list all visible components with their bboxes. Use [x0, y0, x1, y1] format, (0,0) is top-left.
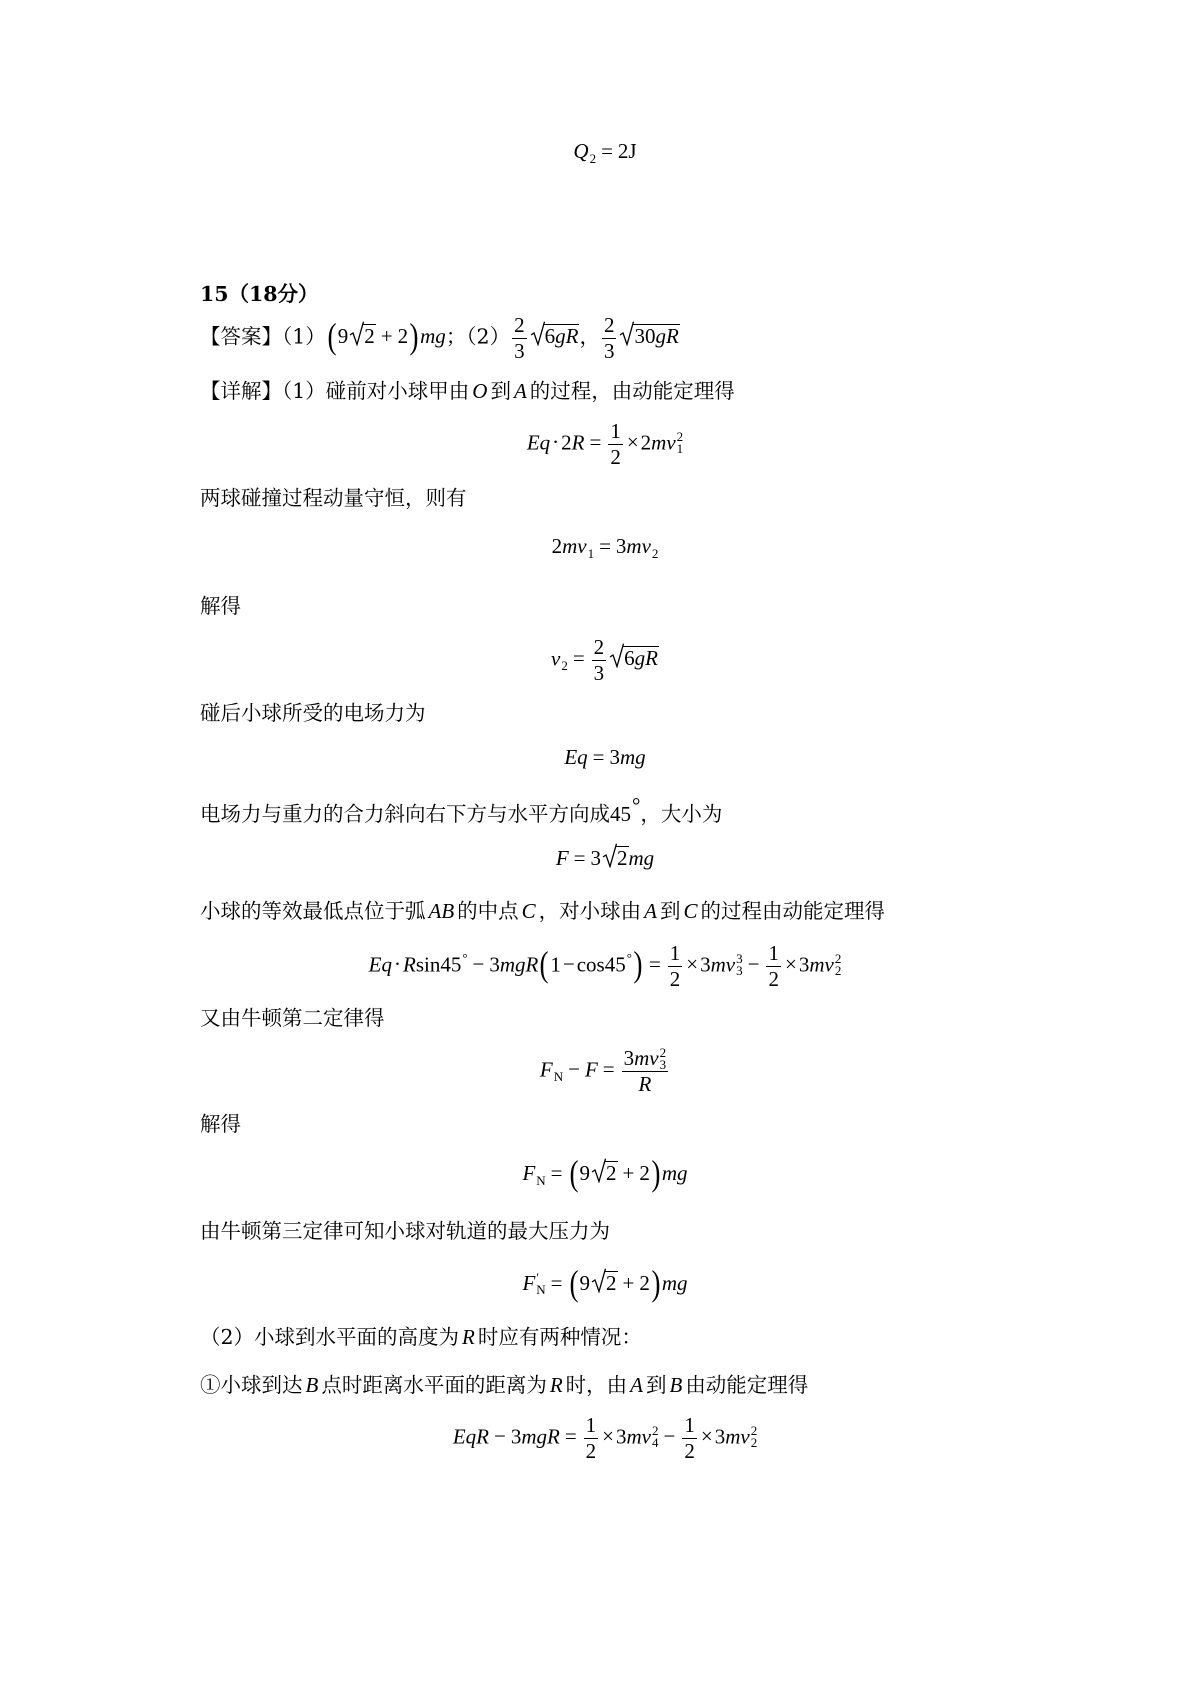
math-function: sin45 — [415, 951, 462, 976]
fraction — [592, 635, 607, 686]
math-sub-superscript — [834, 950, 842, 978]
radicand: 2 — [606, 1161, 617, 1185]
fraction — [608, 419, 623, 470]
formula-resultant-force — [10, 828, 1200, 888]
math-operator: + — [622, 1271, 635, 1295]
radicand — [633, 324, 679, 347]
math-var: A — [513, 379, 527, 403]
radical-sign-icon — [591, 1268, 606, 1293]
text-segment: 到 — [645, 1373, 667, 1397]
math-number: 2 — [561, 429, 572, 454]
radical-sign-icon — [349, 321, 364, 346]
math-subscript: 3 — [736, 962, 743, 978]
equation — [527, 419, 683, 470]
math-var: mg — [661, 1271, 688, 1295]
math-sub-superscript — [652, 1422, 659, 1450]
math-operator: = — [589, 429, 602, 454]
math-var: F — [584, 1056, 598, 1081]
math-operator: × — [602, 1423, 614, 1448]
math-sub-superscript — [676, 428, 684, 456]
math-number: 3 — [489, 951, 500, 976]
math-operator: = — [602, 1056, 615, 1081]
fraction — [668, 941, 683, 992]
equation — [573, 136, 636, 174]
math-var: F — [539, 1056, 553, 1081]
math-number: 30 — [634, 323, 656, 348]
math-operator: × — [700, 1423, 713, 1448]
math-operator: = — [550, 1161, 563, 1185]
part-2-line — [200, 1322, 642, 1352]
math-superscript: 2 — [834, 950, 842, 966]
text-segment: ，大小为 — [640, 802, 723, 826]
fraction-numerator: 1 — [585, 1412, 597, 1437]
answer-part-1-label: （1） — [282, 323, 326, 348]
square-root — [591, 1268, 618, 1298]
solve-line-1 — [200, 591, 241, 621]
math-number: 3 — [590, 846, 601, 870]
math-operator: = — [599, 534, 611, 558]
text-segment: 小球的等效最低点位于弧 — [200, 899, 426, 923]
radical-sign-icon — [591, 1158, 606, 1183]
fraction-numerator: 1 — [669, 940, 681, 965]
math-superscript: 2 — [676, 428, 684, 444]
math-number: 2 — [639, 1271, 650, 1295]
fraction-denominator: 3 — [593, 660, 605, 685]
degree-sign: ° — [462, 949, 468, 965]
math-number: 1 — [550, 951, 561, 976]
text-segment: 碰后小球所受的电场力为 — [200, 701, 426, 725]
math-function: cos45 — [576, 951, 626, 976]
problem-heading — [200, 279, 319, 309]
math-number: 9 — [579, 1271, 591, 1295]
answer-label: 【答案】 — [200, 323, 282, 348]
math-superscript: 2 — [750, 1422, 758, 1438]
math-var: R — [549, 1373, 563, 1397]
math-var: F — [522, 1271, 536, 1295]
math-var: mv — [562, 534, 587, 558]
text-segment: 【详解】（1）碰前对小球甲由 — [200, 379, 470, 403]
fraction-numerator: 1 — [684, 1412, 695, 1437]
heading-text: 15（18分） — [200, 282, 319, 306]
math-var: gR — [655, 323, 679, 348]
math-var: Eq — [368, 951, 392, 976]
fraction — [512, 313, 527, 364]
math-operator: − — [663, 1423, 676, 1448]
formula-normal-force — [10, 1041, 1200, 1101]
left-paren: ( — [569, 1263, 579, 1303]
math-var: v — [551, 645, 561, 670]
right-paren: ) — [409, 315, 419, 356]
math-subscript: 2 — [750, 1434, 758, 1450]
math-var: F — [522, 1161, 536, 1185]
math-number: 6 — [544, 323, 556, 348]
square-root — [609, 643, 659, 673]
math-var: mv — [725, 1423, 750, 1448]
math-operator: = — [572, 645, 585, 670]
math-var: EqR — [452, 1423, 489, 1448]
text-segment: 两球碰撞过程动量守恒，则有 — [200, 486, 467, 510]
text-segment: ，对小球由 — [538, 899, 642, 923]
square-root — [349, 321, 376, 351]
math-operator: × — [784, 951, 797, 976]
radical-sign-icon — [619, 321, 634, 346]
newton-third-law-line — [200, 1216, 610, 1246]
math-subscript: 4 — [652, 1434, 659, 1450]
math-operator: − — [493, 1423, 506, 1448]
equation — [453, 1413, 757, 1464]
formula-max-pressure — [10, 1253, 1200, 1313]
math-var: mv — [651, 429, 676, 454]
math-var: mgR — [521, 1423, 560, 1448]
math-operator: · — [394, 951, 401, 976]
text-segment: 的过程，由动能定理得 — [529, 379, 735, 403]
text-segment: 到 — [660, 899, 681, 923]
fraction-denominator: 3 — [514, 338, 525, 363]
text-segment: 时应有两种情况： — [477, 1325, 642, 1349]
math-number: 3 — [798, 951, 810, 976]
formula-energy-1 — [10, 414, 1200, 474]
equation — [552, 531, 659, 569]
text-segment: 解得 — [200, 594, 241, 618]
math-subscript: N — [536, 1173, 546, 1188]
newton-second-law-line — [200, 1003, 385, 1033]
math-var: mg — [620, 745, 646, 769]
formula-v2 — [10, 630, 1200, 690]
formula-fn-result — [10, 1147, 1200, 1207]
math-operator: = — [550, 1271, 563, 1295]
math-operator: − — [568, 1056, 580, 1081]
fraction-denominator: 2 — [684, 1438, 695, 1463]
text-segment: （2）小球到水平面的高度为 — [200, 1325, 460, 1349]
math-subscript: 1 — [587, 546, 595, 561]
math-number: 3 — [510, 1423, 522, 1448]
solve-line-2 — [200, 1109, 241, 1139]
math-number: 3 — [714, 1423, 726, 1448]
fraction-numerator: 2 — [593, 634, 605, 659]
radicand: 2 — [606, 1271, 617, 1295]
text-segment: 又由牛顿第二定律得 — [200, 1006, 385, 1030]
math-number: 2 — [639, 1161, 650, 1185]
math-var: F — [555, 846, 569, 870]
collision-line — [200, 483, 467, 513]
math-number: 2 — [640, 429, 652, 454]
case-1-line — [200, 1370, 808, 1400]
math-prime: ′ — [536, 1270, 540, 1285]
math-subscript: 3 — [659, 1056, 667, 1072]
text-segment: 由动能定理得 — [685, 1373, 809, 1397]
fraction-denominator: 2 — [585, 1438, 597, 1463]
math-var: C — [683, 899, 698, 923]
math-var: R — [403, 951, 416, 976]
formula-electric-force — [10, 727, 1200, 787]
answer-separator: ， — [579, 323, 600, 348]
equation — [551, 635, 659, 686]
math-var: O — [472, 379, 488, 403]
square-root — [530, 321, 580, 351]
math-sub-superscript — [736, 950, 743, 978]
math-subscript: 2 — [561, 657, 568, 673]
answer-1-expression — [326, 315, 446, 356]
math-operator: − — [562, 951, 575, 976]
math-var: Eq — [526, 429, 551, 454]
fraction-denominator: 2 — [768, 966, 779, 991]
math-subscript: 2 — [834, 962, 842, 978]
answer-line — [200, 308, 680, 368]
text-segment: 时，由 — [565, 1373, 628, 1397]
equation — [564, 742, 645, 772]
math-number: 2 — [397, 323, 409, 348]
fraction — [602, 313, 617, 364]
math-operator: − — [747, 951, 760, 976]
force-line — [200, 698, 426, 728]
text-segment: 点时距离水平面的距离为 — [321, 1373, 547, 1397]
math-number: 45 — [610, 802, 631, 826]
math-var: mg — [661, 1161, 688, 1185]
math-var: Q — [573, 139, 589, 163]
fraction-denominator: 2 — [610, 444, 621, 469]
math-operator: + — [622, 1161, 635, 1185]
math-operator: = — [648, 951, 661, 976]
fraction-denominator: 2 — [669, 966, 681, 991]
equation — [522, 1153, 688, 1196]
math-var: mgR — [499, 951, 539, 976]
math-var: mv — [710, 951, 736, 976]
math-var: R — [571, 429, 585, 454]
math-var: mv — [809, 951, 834, 976]
square-root — [619, 321, 679, 351]
fraction-denominator: 3 — [603, 338, 615, 363]
radicand: 2 — [364, 323, 375, 348]
fraction — [584, 1413, 599, 1464]
text-segment: 的中点 — [457, 899, 519, 923]
math-number: 9 — [579, 1161, 591, 1185]
degree-sign: ° — [632, 793, 641, 817]
square-root — [591, 1158, 618, 1188]
math-operator: × — [686, 951, 699, 976]
math-var: R — [462, 1325, 475, 1349]
math-number: 3 — [616, 1423, 627, 1448]
math-sub-superscript — [750, 1422, 758, 1450]
answer-2-expression — [510, 312, 579, 363]
answer-3-expression — [600, 312, 680, 363]
fraction — [622, 1046, 669, 1097]
text-segment: 电场力与重力的合力斜向右下方与水平方向成 — [200, 802, 610, 826]
math-var: gR — [634, 645, 658, 670]
fraction-numerator: 2 — [603, 312, 615, 337]
radicand — [623, 646, 659, 669]
math-operator: = — [564, 1423, 577, 1448]
math-var: gR — [555, 323, 579, 348]
left-paren: ( — [569, 1153, 579, 1193]
math-value: 2J — [617, 139, 637, 163]
math-var: A — [644, 899, 657, 923]
resultant-line — [200, 790, 723, 826]
math-operator: × — [626, 429, 639, 454]
math-subscript: 2 — [589, 151, 597, 166]
text-segment: 到 — [490, 379, 511, 403]
equation — [369, 941, 842, 992]
math-number: 3 — [609, 745, 620, 769]
math-superscript: 2 — [659, 1044, 667, 1060]
math-operator: = — [592, 745, 605, 769]
fraction-numerator — [622, 1046, 669, 1072]
math-var: B — [305, 1373, 319, 1397]
detail-line — [200, 376, 735, 406]
right-paren: ) — [651, 1153, 661, 1193]
math-number: 3 — [623, 1045, 635, 1070]
math-var: mg — [420, 323, 446, 348]
math-number: 3 — [615, 534, 627, 558]
math-superscript: 2 — [652, 1422, 659, 1438]
math-var: mv — [626, 534, 651, 558]
math-operator: − — [472, 951, 485, 976]
text-segment: 的过程由动能定理得 — [700, 899, 886, 923]
math-subscript: N — [536, 1282, 546, 1297]
radical-sign-icon — [602, 843, 617, 868]
math-number: 9 — [337, 323, 349, 348]
fraction-numerator: 1 — [768, 940, 779, 965]
math-var: Eq — [564, 745, 588, 769]
math-operator: = — [601, 139, 613, 163]
formula-q2 — [10, 125, 1200, 185]
fraction-denominator: R — [638, 1071, 652, 1096]
radicand: 2 — [617, 846, 628, 870]
answer-part-2-label: ；（2） — [445, 323, 511, 348]
math-var: mv — [634, 1045, 659, 1070]
math-number: 6 — [624, 645, 635, 670]
math-var: AB — [428, 899, 455, 923]
text-segment: ①小球到达 — [200, 1373, 303, 1397]
equation — [540, 1046, 670, 1097]
math-var: mv — [626, 1423, 651, 1448]
fraction — [766, 941, 781, 992]
fraction-numerator: 1 — [610, 418, 621, 443]
math-sub-superscript — [536, 1272, 545, 1296]
left-paren: ( — [327, 315, 337, 356]
math-number: 2 — [551, 534, 563, 558]
math-subscript: N — [553, 1068, 564, 1084]
answer-content — [200, 313, 680, 364]
radical-sign-icon — [609, 643, 624, 668]
text-segment: 解得 — [200, 1112, 241, 1136]
lowest-point-line — [200, 896, 885, 926]
formula-energy-2 — [10, 936, 1200, 996]
math-subscript: 1 — [676, 440, 684, 456]
equation — [556, 843, 654, 873]
right-paren: ) — [651, 1263, 661, 1303]
left-paren: ( — [539, 943, 549, 984]
math-var: mg — [628, 846, 655, 870]
right-paren: ) — [633, 943, 643, 984]
math-operator: = — [573, 846, 586, 870]
fraction — [682, 1413, 697, 1464]
fraction-numerator: 2 — [514, 312, 525, 337]
text-segment: 由牛顿第三定律可知小球对轨道的最大压力为 — [200, 1219, 610, 1243]
radicand — [544, 324, 580, 347]
square-root — [602, 843, 629, 873]
math-number: 3 — [700, 951, 711, 976]
radical-sign-icon — [530, 321, 545, 346]
formula-momentum — [10, 520, 1200, 580]
math-operator: + — [380, 323, 393, 348]
math-superscript: 3 — [736, 950, 743, 966]
math-var: C — [521, 899, 536, 923]
equation — [522, 1263, 688, 1303]
math-var: B — [669, 1373, 683, 1397]
formula-energy-3 — [10, 1408, 1200, 1468]
math-operator: · — [552, 429, 560, 454]
math-var: A — [630, 1373, 643, 1397]
math-sub-superscript — [659, 1044, 667, 1072]
degree-sign: ° — [626, 949, 632, 965]
math-subscript: 2 — [651, 546, 659, 561]
